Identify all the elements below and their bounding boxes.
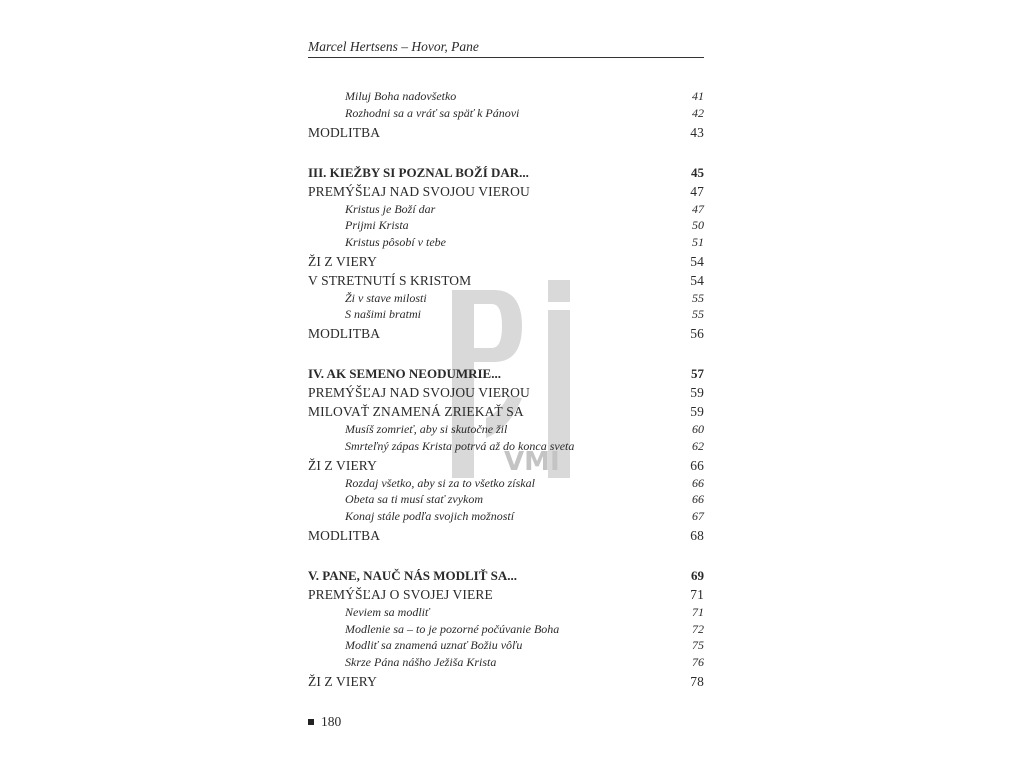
square-bullet-icon	[308, 719, 314, 725]
running-title: Marcel Hertsens – Hovor, Pane	[308, 39, 479, 54]
toc-entry-label: Ži v stave milosti	[345, 291, 427, 305]
toc-entry	[308, 458, 704, 474]
toc-entry-label: MODLITBA	[308, 528, 381, 543]
toc-entry	[308, 326, 704, 342]
toc-entry-label: Modliť sa znamená uznať Božiu vôľu	[345, 638, 523, 652]
toc-subentry	[308, 202, 704, 217]
toc-entry-label: PREMÝŠĽAJ NAD SVOJOU VIEROU	[308, 385, 530, 400]
toc-entry-label: ŽI Z VIERY	[308, 254, 377, 269]
toc-entry-page: 57	[691, 366, 704, 381]
toc-entry-label: ŽI Z VIERY	[308, 458, 377, 473]
toc-entry-label: Kristus pôsobí v tebe	[345, 235, 446, 249]
toc-entry-page: 67	[692, 509, 704, 523]
toc-entry-page: 45	[691, 165, 704, 180]
toc-entry	[308, 674, 704, 690]
toc-entry-label: Modlenie sa – to je pozorné počúvanie Boha	[345, 622, 560, 636]
toc-subentry	[308, 89, 704, 104]
toc-entry-label: S našimi bratmi	[345, 307, 422, 321]
toc-entry-label: Rozdaj všetko, aby si za to všetko získal	[345, 476, 535, 490]
toc-entry-label: Obeta sa ti musí stať zvykom	[345, 492, 484, 506]
toc-entry-label: Miluj Boha nadovšetko	[345, 89, 457, 103]
toc-subentry	[308, 476, 704, 491]
toc-entry-page: 66	[690, 458, 704, 473]
toc-entry-label: Kristus je Boží dar	[345, 202, 436, 216]
toc-entry-label: Prijmi Krista	[345, 218, 409, 232]
toc-entry-page: 62	[692, 439, 704, 453]
toc-entry-label: Smrteľný zápas Krista potrvá až do konca sveta	[345, 439, 575, 453]
toc-subentry	[308, 492, 704, 507]
toc-entry-page: 78	[690, 674, 704, 689]
toc-entry	[308, 254, 704, 270]
toc-entry	[308, 404, 704, 420]
toc-entry	[308, 528, 704, 544]
toc-subentry	[308, 218, 704, 233]
toc-subentry	[308, 509, 704, 524]
toc-entry	[308, 125, 704, 141]
toc-entry-page: 68	[690, 528, 704, 543]
toc-entry-page: 41	[692, 89, 704, 103]
toc-entry-page: 42	[692, 106, 704, 120]
toc-entry-label: MODLITBA	[308, 326, 381, 341]
toc-subentry	[308, 291, 704, 306]
toc-entry-label: MODLITBA	[308, 125, 381, 140]
toc-subentry	[308, 422, 704, 437]
toc-subentry	[308, 622, 704, 637]
toc-entry-page: 56	[690, 326, 704, 341]
toc-subentry	[308, 439, 704, 454]
toc-entry-page: 66	[692, 492, 704, 506]
toc-entry-page: 60	[692, 422, 704, 436]
toc-entry-page: 71	[692, 605, 704, 619]
table-of-contents	[308, 0, 704, 768]
toc-entry-page: 54	[690, 273, 704, 288]
toc-entry-page: 47	[690, 184, 704, 199]
toc-entry-page: 43	[690, 125, 704, 140]
toc-entry-page: 54	[690, 254, 704, 269]
toc-entry-label: ŽI Z VIERY	[308, 674, 377, 689]
page-number: 180	[321, 714, 342, 729]
toc-entry-label: Skrze Pána nášho Ježiša Krista	[345, 655, 497, 669]
toc-entry-label: MILOVAŤ ZNAMENÁ ZRIEKAŤ SA	[308, 404, 524, 419]
toc-entry-label: III. KIEŽBY SI POZNAL BOŽÍ DAR...	[308, 165, 529, 180]
toc-subentry	[308, 605, 704, 620]
toc-entry-page: 55	[692, 291, 704, 305]
toc-entry-page: 75	[692, 638, 704, 652]
toc-entry-page: 51	[692, 235, 704, 249]
toc-subentry	[308, 106, 704, 121]
toc-entry-page: 55	[692, 307, 704, 321]
toc-entry-page: 76	[692, 655, 704, 669]
toc-entry	[308, 273, 704, 289]
toc-entry-page: 50	[692, 218, 704, 232]
toc-entry-page: 72	[692, 622, 704, 636]
toc-entry-page: 71	[690, 587, 704, 602]
toc-entry-label: PREMÝŠĽAJ NAD SVOJOU VIEROU	[308, 184, 530, 199]
toc-entry-label: IV. AK SEMENO NEODUMRIE...	[308, 366, 501, 381]
toc-subentry	[308, 235, 704, 250]
toc-entry-label: PREMÝŠĽAJ O SVOJEJ VIERE	[308, 587, 493, 602]
toc-entry-label: V STRETNUTÍ S KRISTOM	[308, 273, 472, 288]
toc-entry-label: Rozhodni sa a vráť sa späť k Pánovi	[345, 106, 520, 120]
toc-entry	[308, 184, 704, 200]
toc-chapter-heading	[308, 568, 704, 584]
toc-chapter-heading	[308, 366, 704, 382]
toc-subentry	[308, 307, 704, 322]
page-footer	[308, 714, 341, 730]
toc-subentry	[308, 638, 704, 653]
toc-entry	[308, 587, 704, 603]
toc-entry-page: 59	[690, 404, 704, 419]
toc-entry	[308, 385, 704, 401]
toc-entry-label: Musíš zomrieť, aby si skutočne žil	[345, 422, 508, 436]
toc-entry-label: Konaj stále podľa svojich možností	[345, 509, 515, 523]
toc-entry-page: 69	[691, 568, 704, 583]
watermark-text: VMI	[504, 447, 560, 477]
toc-chapter-heading	[308, 165, 704, 181]
toc-entry-page: 47	[692, 202, 704, 216]
toc-subentry	[308, 655, 704, 670]
toc-entry-page: 59	[690, 385, 704, 400]
toc-entry-label: V. PANE, NAUČ NÁS MODLIŤ SA...	[308, 568, 517, 583]
toc-entry-page: 66	[692, 476, 704, 490]
toc-entry-label: Neviem sa modliť	[345, 605, 430, 619]
